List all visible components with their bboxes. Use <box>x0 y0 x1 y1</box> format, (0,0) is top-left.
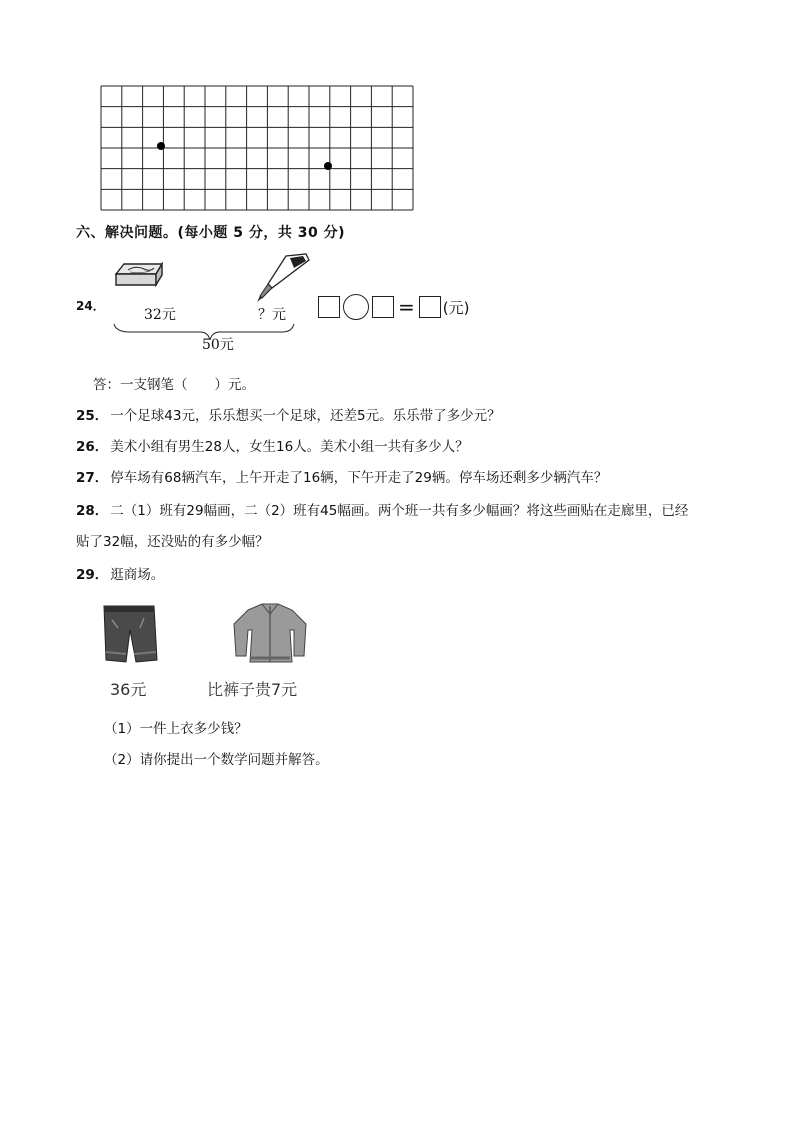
question-number: 25． <box>76 408 109 424</box>
q24-figure <box>110 250 310 359</box>
total-price: 50元 <box>202 337 234 353</box>
question-28 <box>76 499 688 519</box>
question-text: 一个足球43元，乐乐想买一个足球，还差5元。乐乐带了多少元？ <box>110 408 501 424</box>
q29-sub2: （2）请你提出一个数学问题并解答。 <box>104 752 329 768</box>
grid-dot <box>157 142 165 150</box>
question-text: 美术小组有男生28人，女生16人。美术小组一共有多少人？ <box>110 439 469 455</box>
question-text: 二（1）班有29幅画，二（2）班有45幅画。两个班一共有多少幅画？将这些画贴在走廊里，已经 <box>110 503 689 519</box>
question-number: 27． <box>76 470 109 486</box>
question-text: 停车场有68辆汽车，上午开走了16辆，下午开走了29辆。停车场还剩多少辆汽车？ <box>110 470 608 486</box>
jacket-price: 比裤子贵7元 <box>207 680 298 699</box>
question-29 <box>76 563 164 583</box>
pants-price: 36元 <box>110 680 147 699</box>
pen-icon <box>257 254 309 302</box>
equals-sign: = <box>398 295 415 319</box>
pen-price: ？元 <box>258 307 286 323</box>
eraser-icon <box>116 264 162 285</box>
question-25 <box>76 404 501 424</box>
shop-items <box>100 600 330 699</box>
question-27 <box>76 466 607 486</box>
operator-circle[interactable] <box>343 294 369 320</box>
answer-box[interactable] <box>419 296 441 318</box>
question-number: 29． <box>76 567 109 583</box>
pants-icon <box>104 606 157 662</box>
q24-answer: 答：一支钢笔（ ）元。 <box>93 377 255 393</box>
grid-dot <box>324 162 332 170</box>
q29-sub1: （1）一件上衣多少钱？ <box>104 721 248 737</box>
answer-box[interactable] <box>372 296 394 318</box>
answer-box[interactable] <box>318 296 340 318</box>
equation-template <box>318 294 469 320</box>
jacket-icon <box>234 604 306 662</box>
unit-label: (元) <box>442 298 470 317</box>
question-number: 26． <box>76 439 109 455</box>
question-26 <box>76 435 469 455</box>
section-title: 六、解决问题。(每小题 5 分，共 30 分) <box>76 225 346 241</box>
question-number: 28． <box>76 503 109 519</box>
grid-svg <box>99 84 415 212</box>
dot-grid <box>99 84 415 216</box>
eraser-price: 32元 <box>144 307 176 323</box>
question-28-cont: 贴了32幅，还没贴的有多少幅？ <box>76 534 269 550</box>
question-number: 24． <box>76 299 105 313</box>
question-text: 逛商场。 <box>110 567 165 583</box>
